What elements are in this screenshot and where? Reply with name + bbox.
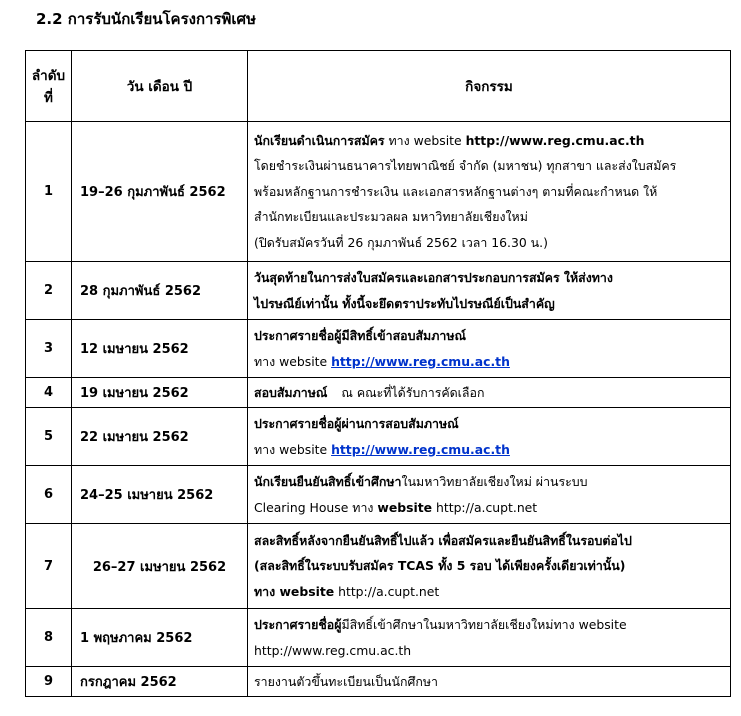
activity-via: ทาง website xyxy=(384,132,466,148)
activity-line xyxy=(254,469,725,495)
activity-title: สอบสัมภาษณ์ xyxy=(254,384,328,400)
activity-bold-text: website xyxy=(377,499,433,515)
activity-line xyxy=(254,638,725,664)
activity-url[interactable]: http://www.reg.cmu.ac.th xyxy=(465,132,645,148)
activity-url[interactable]: http://a.cupt.net xyxy=(334,583,440,599)
activity-line xyxy=(254,349,725,375)
activity-line xyxy=(254,495,725,521)
row-activity xyxy=(248,408,731,466)
activity-title: ประกาศรายชื่อผู้ผ่านการสอบสัมภาษณ์ xyxy=(254,416,459,431)
table-row xyxy=(26,667,731,697)
activity-text: ในมหาวิทยาลัยเชียงใหม่ ผ่านระบบ xyxy=(401,474,588,489)
row-date: กรกฎาคม 2562 xyxy=(72,667,248,697)
activity-text: มีสิทธิ์เข้าศึกษาในมหาวิทยาลัยเชียงใหม่ทาง website xyxy=(341,617,627,632)
activity-bold-text: ทาง website xyxy=(254,583,335,599)
activity-title: นักเรียนยืนยันสิทธิ์เข้าศึกษา xyxy=(254,474,402,489)
activity-title: ประกาศรายชื่อผู้ xyxy=(254,617,342,632)
row-date: 19 เมษายน 2562 xyxy=(72,378,248,408)
row-activity xyxy=(248,262,731,320)
activity-line xyxy=(254,579,725,605)
row-number: 1 xyxy=(26,122,72,262)
activity-title: ประกาศรายชื่อผู้มีสิทธิ์เข้าสอบสัมภาษณ์ xyxy=(254,328,466,343)
activity-line: (ปิดรับสมัครวันที่ 26 กุมภาพันธ์ 2562 เวลา 16.30 น.) xyxy=(254,234,548,250)
website-link[interactable]: http://www.reg.cmu.ac.th xyxy=(331,353,510,369)
row-activity: รายงานตัวขึ้นทะเบียนเป็นนักศึกษา xyxy=(248,667,731,697)
activity-line xyxy=(254,437,725,463)
row-number: 4 xyxy=(26,378,72,408)
activity-line xyxy=(254,323,725,349)
activity-title: นักเรียนดำเนินการสมัคร xyxy=(254,132,385,148)
activity-line xyxy=(254,612,725,638)
table-header-row xyxy=(26,51,731,122)
activity-text: ณ คณะที่ได้รับการคัดเลือก xyxy=(341,384,485,400)
activity-line: โดยชำระเงินผ่านธนาคารไทยพาณิชย์ จำกัด (มหาชน) ทุกสาขา และส่งใบสมัคร xyxy=(254,158,677,174)
row-date: 12 เมษายน 2562 xyxy=(72,320,248,378)
row-number: 8 xyxy=(26,609,72,667)
activity-line xyxy=(254,528,725,554)
row-activity xyxy=(248,609,731,667)
row-date: 28 กุมภาพันธ์ 2562 xyxy=(72,262,248,320)
header-date: วัน เดือน ปี xyxy=(72,51,248,122)
activity-line xyxy=(254,128,725,154)
activity-bold-text: วันสุดท้ายในการส่งใบสมัครและเอกสารประกอบการสมัคร ให้ส่งทาง xyxy=(254,269,613,285)
table-row xyxy=(26,378,731,408)
activity-line xyxy=(254,411,725,437)
activity-line: พร้อมหลักฐานการชำระเงิน และเอกสารหลักฐานต่างๆ ตามที่คณะกำหนด ให้ xyxy=(254,183,658,199)
activity-line xyxy=(254,553,725,579)
row-date: 22 เมษายน 2562 xyxy=(72,408,248,466)
row-date: 26–27 เมษายน 2562 xyxy=(72,524,248,609)
row-activity xyxy=(248,122,731,262)
table-row xyxy=(26,408,731,466)
activity-bold-text: ไปรษณีย์เท่านั้น ทั้งนี้จะยึดตราประทับไปรษณีย์เป็นสำคัญ xyxy=(254,295,555,311)
table-row xyxy=(26,320,731,378)
section-heading: 2.2 การรับนักเรียนโครงการพิเศษ xyxy=(36,10,256,28)
activity-line xyxy=(254,265,725,291)
website-link[interactable]: http://www.reg.cmu.ac.th xyxy=(331,441,510,457)
activity-bold-text: สละสิทธิ์หลังจากยืนยันสิทธิ์ไปแล้ว เพื่อสมัครและยืนยันสิทธิ์ในรอบต่อไป xyxy=(254,532,632,548)
table-row xyxy=(26,609,731,667)
row-number: 5 xyxy=(26,408,72,466)
activity-url[interactable]: http://www.reg.cmu.ac.th xyxy=(254,642,412,658)
table-row xyxy=(26,262,731,320)
header-order-line1: ลำดับ xyxy=(31,68,66,84)
header-order xyxy=(26,51,72,122)
activity-text: Clearing House ทาง xyxy=(254,499,378,515)
header-order-line2: ที่ xyxy=(44,90,53,106)
activity-line xyxy=(254,291,725,317)
row-number: 9 xyxy=(26,667,72,697)
row-number: 3 xyxy=(26,320,72,378)
row-number: 6 xyxy=(26,466,72,524)
row-date: 19–26 กุมภาพันธ์ 2562 xyxy=(72,122,248,262)
row-activity xyxy=(248,378,731,408)
table-row xyxy=(26,524,731,609)
header-activity: กิจกรรม xyxy=(248,51,731,122)
row-activity xyxy=(248,524,731,609)
table-row xyxy=(26,122,731,262)
schedule-table xyxy=(25,50,731,697)
table-row xyxy=(26,466,731,524)
activity-line: สำนักทะเบียนและประมวลผล มหาวิทยาลัยเชียงใหม่ xyxy=(254,209,528,225)
row-activity xyxy=(248,320,731,378)
activity-bold-text: (สละสิทธิ์ในระบบรับสมัคร TCAS ทั้ง 5 รอบ ได้เพียงครั้งเดียวเท่านั้น) xyxy=(254,558,626,574)
row-activity xyxy=(248,466,731,524)
activity-via: ทาง website xyxy=(254,441,332,457)
activity-url[interactable]: http://a.cupt.net xyxy=(432,499,538,515)
row-date: 1 พฤษภาคม 2562 xyxy=(72,609,248,667)
row-date: 24–25 เมษายน 2562 xyxy=(72,466,248,524)
activity-via: ทาง website xyxy=(254,353,332,369)
row-number: 7 xyxy=(26,524,72,609)
row-number: 2 xyxy=(26,262,72,320)
